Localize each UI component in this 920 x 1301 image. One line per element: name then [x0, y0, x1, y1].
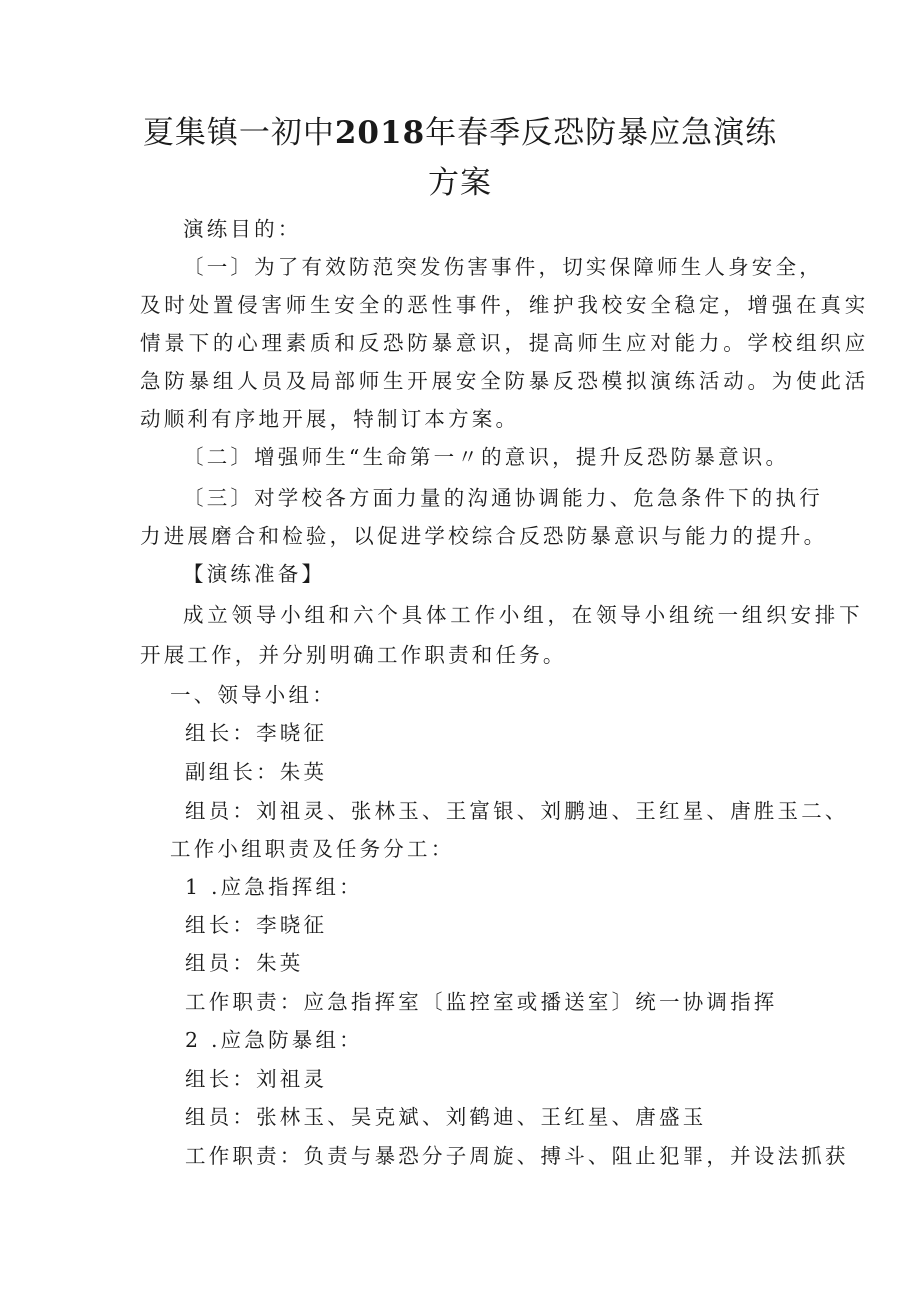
leadership-leader: 组长：李晓征 — [185, 721, 328, 745]
leadership-deputy: 副组长：朱英 — [185, 760, 328, 784]
section-2-heading: 工作小组职责及任务分工： — [170, 837, 455, 861]
purpose-p3-line-1: 〔三〕对学校各方面力量的沟通协调能力、危急条件下的执行 — [183, 486, 823, 510]
group-2-members: 组员：张林玉、吴克斌、刘鹤迪、王红星、唐盛玉 — [185, 1105, 707, 1129]
title-year: 2018 — [334, 115, 426, 151]
group-2-leader: 组长：刘祖灵 — [185, 1067, 328, 1091]
purpose-heading: 演练目的： — [183, 217, 302, 241]
group-2-heading: 2 .应急防暴组： — [185, 1028, 363, 1052]
purpose-p1-line-2: 及时处置侵害师生安全的恶性事件，维护我校安全稳定，增强在真实 — [140, 293, 869, 317]
document-title-line-1 — [0, 113, 920, 153]
document-title-line-2: 方案 — [428, 165, 492, 201]
prep-p1-line-2: 开展工作，并分别明确工作职责和任务。 — [140, 643, 567, 667]
purpose-p1-line-4: 急防暴组人员及局部师生开展安全防暴反恐模拟演练活动。为使此活 — [140, 369, 869, 393]
leadership-heading: 一、领导小组： — [170, 683, 336, 707]
group-1-leader: 组长：李晓征 — [185, 913, 328, 937]
group-1-members: 组员：朱英 — [185, 951, 304, 975]
prep-heading: 【演练准备】 — [183, 562, 326, 586]
title-text-a: 夏集镇一初中 — [142, 115, 335, 151]
leadership-members: 组员：刘祖灵、张林玉、王富银、刘鹏迪、王红星、唐胜玉二、 — [185, 799, 849, 823]
prep-p1-line-1: 成立领导小组和六个具体工作小组，在领导小组统一组织安排下 — [183, 603, 864, 627]
purpose-p2: 〔二〕增强师生“生命第一〃的意识，提升反恐防暴意识。 — [183, 445, 790, 469]
title-text-b: 年春季反恐防暴应急演练 — [425, 115, 778, 151]
group-2-duty: 工作职责：负责与暴恐分子周旋、搏斗、阻止犯罪，并设法抓获 — [185, 1144, 849, 1168]
purpose-p3-line-2: 力进展磨合和检验，以促进学校综合反恐防暴意识与能力的提升。 — [140, 524, 828, 548]
group-1-duty: 工作职责：应急指挥室〔监控室或播送室〕统一协调指挥 — [185, 990, 778, 1014]
purpose-p1-line-3: 情景下的心理素质和反恐防暴意识，提高师生应对能力。学校组织应 — [140, 331, 869, 355]
purpose-p1-line-1: 〔一〕为了有效防范突发伤害事件，切实保障师生人身安全， — [183, 255, 823, 279]
purpose-p1-line-5: 动顺利有序地开展，特制订本方案。 — [140, 407, 520, 431]
group-1-heading: 1 .应急指挥组： — [185, 875, 363, 899]
